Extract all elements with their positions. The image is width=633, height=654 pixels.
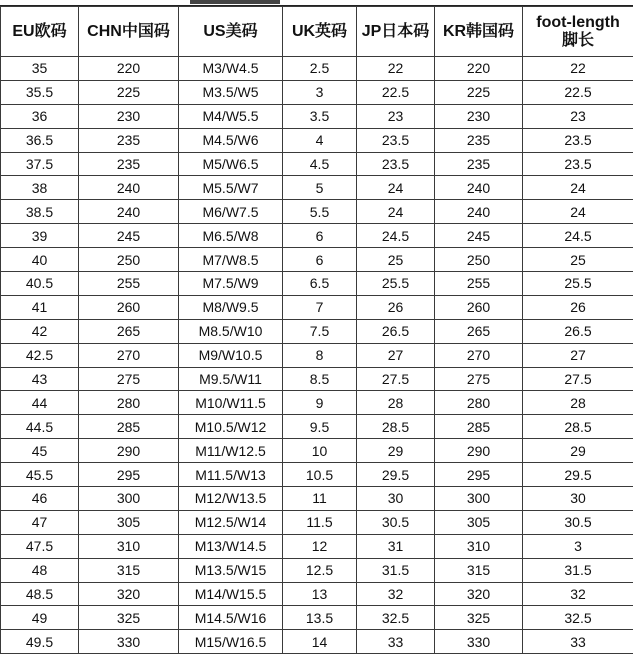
cell-foot-length: 25.5 [523,272,633,296]
cell-eu: 38 [1,176,79,200]
table-row [1,57,633,81]
cell-uk: 9 [283,391,357,415]
table-row [1,104,633,128]
cell-uk: 8 [283,343,357,367]
cell-us: M6.5/W8 [179,224,283,248]
cell-us: M5/W6.5 [179,152,283,176]
cell-jp: 30 [357,487,435,511]
cell-eu: 45 [1,439,79,463]
cell-chn: 310 [79,534,179,558]
cell-jp: 33 [357,630,435,654]
cell-kr: 260 [435,295,523,319]
cell-eu: 45.5 [1,463,79,487]
cell-kr: 305 [435,510,523,534]
cell-us: M3.5/W5 [179,80,283,104]
cell-foot-length: 32.5 [523,606,633,630]
cell-kr: 240 [435,176,523,200]
cell-foot-length: 26 [523,295,633,319]
cell-eu: 48.5 [1,582,79,606]
cell-chn: 220 [79,57,179,81]
cell-jp: 23.5 [357,152,435,176]
cell-us: M7.5/W9 [179,272,283,296]
table-row [1,367,633,391]
cell-kr: 275 [435,367,523,391]
table-row [1,534,633,558]
header-kr: KR韩国码 [435,7,523,57]
cell-kr: 285 [435,415,523,439]
cell-foot-length: 25 [523,248,633,272]
cell-foot-length: 27 [523,343,633,367]
header-uk: UK英码 [283,7,357,57]
cell-chn: 330 [79,630,179,654]
cell-kr: 235 [435,128,523,152]
cell-chn: 240 [79,200,179,224]
cell-us: M9/W10.5 [179,343,283,367]
cell-chn: 290 [79,439,179,463]
table-row [1,224,633,248]
table-row [1,391,633,415]
cell-kr: 250 [435,248,523,272]
cell-foot-length: 30.5 [523,510,633,534]
cell-kr: 330 [435,630,523,654]
cell-uk: 10 [283,439,357,463]
cell-us: M8.5/W10 [179,319,283,343]
shoe-size-conversion-table [0,6,633,654]
cell-foot-length: 32 [523,582,633,606]
cell-eu: 40.5 [1,272,79,296]
cell-jp: 24 [357,176,435,200]
cell-uk: 5.5 [283,200,357,224]
cell-uk: 4 [283,128,357,152]
cell-chn: 235 [79,128,179,152]
cell-uk: 8.5 [283,367,357,391]
cell-kr: 240 [435,200,523,224]
cell-uk: 12.5 [283,558,357,582]
cell-foot-length: 23.5 [523,152,633,176]
cell-jp: 26.5 [357,319,435,343]
cell-jp: 31.5 [357,558,435,582]
cell-eu: 41 [1,295,79,319]
cell-kr: 315 [435,558,523,582]
cell-jp: 23.5 [357,128,435,152]
cell-chn: 325 [79,606,179,630]
cell-kr: 220 [435,57,523,81]
cell-foot-length: 3 [523,534,633,558]
cell-uk: 3 [283,80,357,104]
cell-us: M13/W14.5 [179,534,283,558]
cell-eu: 44.5 [1,415,79,439]
cell-uk: 4.5 [283,152,357,176]
cell-chn: 280 [79,391,179,415]
cell-jp: 25.5 [357,272,435,296]
cell-uk: 10.5 [283,463,357,487]
cell-foot-length: 23.5 [523,128,633,152]
cell-jp: 27.5 [357,367,435,391]
cell-foot-length: 29.5 [523,463,633,487]
cell-jp: 24.5 [357,224,435,248]
cell-foot-length: 26.5 [523,319,633,343]
cell-jp: 29.5 [357,463,435,487]
cell-eu: 49.5 [1,630,79,654]
cell-chn: 295 [79,463,179,487]
cell-kr: 255 [435,272,523,296]
cell-jp: 29 [357,439,435,463]
cell-eu: 42.5 [1,343,79,367]
cell-jp: 32.5 [357,606,435,630]
cell-foot-length: 22 [523,57,633,81]
cell-jp: 22.5 [357,80,435,104]
cell-uk: 6 [283,248,357,272]
cell-chn: 305 [79,510,179,534]
table-row [1,200,633,224]
cell-uk: 11.5 [283,510,357,534]
cell-kr: 265 [435,319,523,343]
cell-uk: 6.5 [283,272,357,296]
cell-us: M4/W5.5 [179,104,283,128]
cell-jp: 25 [357,248,435,272]
table-row [1,80,633,104]
cell-foot-length: 27.5 [523,367,633,391]
cell-eu: 37.5 [1,152,79,176]
cell-eu: 39 [1,224,79,248]
cell-foot-length: 24 [523,200,633,224]
cell-eu: 42 [1,319,79,343]
cell-jp: 31 [357,534,435,558]
table-row [1,343,633,367]
cell-kr: 320 [435,582,523,606]
cell-foot-length: 28 [523,391,633,415]
table-row [1,319,633,343]
cell-eu: 35 [1,57,79,81]
cell-chn: 225 [79,80,179,104]
cell-uk: 13.5 [283,606,357,630]
cell-uk: 7.5 [283,319,357,343]
cell-kr: 280 [435,391,523,415]
table-row [1,272,633,296]
cropped-title-fragment [190,0,280,4]
cell-uk: 3.5 [283,104,357,128]
cell-us: M8/W9.5 [179,295,283,319]
cell-uk: 11 [283,487,357,511]
cell-us: M10.5/W12 [179,415,283,439]
cell-kr: 290 [435,439,523,463]
cell-us: M5.5/W7 [179,176,283,200]
table-row [1,582,633,606]
cell-us: M7/W8.5 [179,248,283,272]
cell-eu: 48 [1,558,79,582]
cell-us: M9.5/W11 [179,367,283,391]
cell-uk: 13 [283,582,357,606]
cell-jp: 28 [357,391,435,415]
cell-jp: 27 [357,343,435,367]
header-chn: CHN中国码 [79,7,179,57]
cell-us: M13.5/W15 [179,558,283,582]
cell-chn: 315 [79,558,179,582]
header-row [1,7,633,57]
cell-eu: 46 [1,487,79,511]
cell-eu: 49 [1,606,79,630]
cell-kr: 300 [435,487,523,511]
table-body [1,57,633,654]
cell-us: M10/W11.5 [179,391,283,415]
cell-eu: 44 [1,391,79,415]
cell-foot-length: 23 [523,104,633,128]
header-eu: EU欧码 [1,7,79,57]
cell-kr: 310 [435,534,523,558]
cell-foot-length: 24.5 [523,224,633,248]
table-row [1,295,633,319]
cell-eu: 40 [1,248,79,272]
cell-foot-length: 28.5 [523,415,633,439]
cell-eu: 43 [1,367,79,391]
cell-us: M12.5/W14 [179,510,283,534]
cell-eu: 36 [1,104,79,128]
cell-kr: 225 [435,80,523,104]
cell-chn: 270 [79,343,179,367]
cell-chn: 255 [79,272,179,296]
cell-chn: 265 [79,319,179,343]
cell-jp: 23 [357,104,435,128]
cell-uk: 12 [283,534,357,558]
cell-chn: 245 [79,224,179,248]
header-foot-length: foot-length 脚长 [523,7,633,57]
cell-kr: 235 [435,152,523,176]
cell-uk: 2.5 [283,57,357,81]
table-row [1,487,633,511]
cell-kr: 295 [435,463,523,487]
cell-us: M11.5/W13 [179,463,283,487]
cell-us: M15/W16.5 [179,630,283,654]
header-jp: JP日本码 [357,7,435,57]
cell-eu: 47.5 [1,534,79,558]
cell-chn: 275 [79,367,179,391]
cell-jp: 28.5 [357,415,435,439]
cell-foot-length: 31.5 [523,558,633,582]
cell-kr: 230 [435,104,523,128]
cell-us: M12/W13.5 [179,487,283,511]
cell-chn: 230 [79,104,179,128]
cell-chn: 260 [79,295,179,319]
cell-jp: 22 [357,57,435,81]
cell-us: M11/W12.5 [179,439,283,463]
table-row [1,415,633,439]
cell-chn: 300 [79,487,179,511]
table-row [1,463,633,487]
cell-jp: 30.5 [357,510,435,534]
table-row [1,630,633,654]
cell-uk: 14 [283,630,357,654]
cell-us: M6/W7.5 [179,200,283,224]
cell-eu: 38.5 [1,200,79,224]
table-row [1,510,633,534]
cell-uk: 7 [283,295,357,319]
cell-us: M4.5/W6 [179,128,283,152]
cell-foot-length: 29 [523,439,633,463]
cell-jp: 26 [357,295,435,319]
table-row [1,152,633,176]
cell-chn: 240 [79,176,179,200]
cell-foot-length: 22.5 [523,80,633,104]
cell-chn: 250 [79,248,179,272]
cell-uk: 9.5 [283,415,357,439]
cell-uk: 5 [283,176,357,200]
cell-eu: 47 [1,510,79,534]
table-row [1,606,633,630]
cell-us: M14.5/W16 [179,606,283,630]
cell-chn: 320 [79,582,179,606]
cell-foot-length: 24 [523,176,633,200]
cell-eu: 35.5 [1,80,79,104]
cell-eu: 36.5 [1,128,79,152]
cell-foot-length: 33 [523,630,633,654]
table-row [1,248,633,272]
cell-chn: 235 [79,152,179,176]
cell-kr: 325 [435,606,523,630]
cell-us: M14/W15.5 [179,582,283,606]
header-us: US美码 [179,7,283,57]
cell-jp: 32 [357,582,435,606]
cell-foot-length: 30 [523,487,633,511]
table-row [1,558,633,582]
table-row [1,128,633,152]
cell-us: M3/W4.5 [179,57,283,81]
table-row [1,176,633,200]
cell-jp: 24 [357,200,435,224]
cell-chn: 285 [79,415,179,439]
cell-kr: 245 [435,224,523,248]
cell-uk: 6 [283,224,357,248]
cell-kr: 270 [435,343,523,367]
table-row [1,439,633,463]
